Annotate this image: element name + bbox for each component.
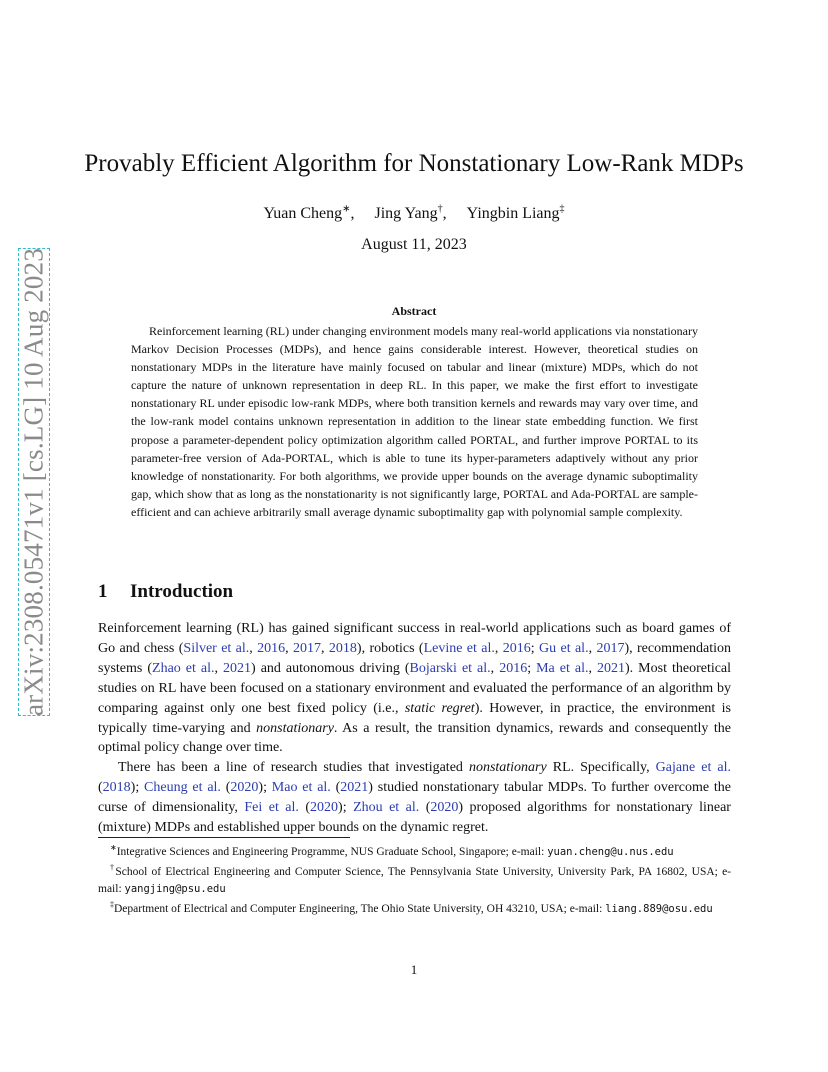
citation-link[interactable]: 2018 (328, 640, 357, 656)
author-email: liang.889@osu.edu (605, 902, 713, 915)
citation-link[interactable]: 2021 (223, 660, 252, 676)
paper-title: Provably Efficient Algorithm for Nonstationary Low-Rank MDPs (84, 150, 744, 177)
citation-link[interactable]: Cheung et al. (144, 780, 221, 796)
citation-link[interactable]: Fei et al. (244, 800, 299, 816)
section-heading (98, 581, 233, 603)
text-run: ); (130, 780, 145, 796)
text-run: ) studied nonstationary tabular MDPs. To further overcome the curse of dimensionality, (98, 780, 731, 816)
page-number: 1 (410, 962, 418, 977)
text-run: ( (330, 780, 341, 796)
text-run: ( (98, 780, 103, 796)
citation-link[interactable]: 2016 (502, 640, 531, 656)
text-run: ( (298, 800, 311, 816)
citation-link[interactable]: Ma et al. (536, 660, 589, 676)
introduction-body (98, 619, 731, 838)
citation-link[interactable]: Zhou et al. (353, 800, 420, 816)
text-run: ), recommendation systems ( (98, 640, 732, 676)
emphasis: static regret (404, 700, 475, 716)
citation-link[interactable]: 2018 (102, 780, 131, 796)
citation-link[interactable]: Mao et al. (271, 780, 331, 796)
text-run: ; (530, 640, 540, 656)
citation-link[interactable]: 2020 (430, 800, 459, 816)
footnote (98, 897, 731, 917)
author-email: yangjing@psu.edu (124, 882, 226, 895)
text-run: There has been a line of research studies that investigated (118, 760, 469, 776)
abstract-heading: Abstract (391, 304, 437, 318)
text-run: , (588, 660, 597, 676)
text-run: , (494, 640, 503, 656)
author (467, 205, 565, 222)
footnote (98, 840, 731, 860)
citation-link[interactable]: Bojarski et al. (409, 660, 491, 676)
author-footnote-mark: ∗ (342, 204, 351, 215)
citation-link[interactable]: Gu et al. (539, 640, 589, 656)
citation-link[interactable]: Zhao et al. (152, 660, 215, 676)
text-run: RL. Specifically, (546, 760, 656, 776)
citation-link[interactable]: Silver et al. (183, 640, 250, 656)
text-run: , (490, 660, 500, 676)
footnote-text: Department of Electrical and Computer Engineering, The Ohio State University, OH 43210, USA; e-mail: (114, 902, 606, 915)
text-run: Reinforcement learning (RL) has gained significant success in real-world applications such as board games of Go and chess ( (98, 621, 731, 656)
emphasis: nonstationary (256, 720, 334, 736)
intro-paragraph-1 (98, 619, 731, 758)
text-run: ) proposed algorithms for nonstationary linear (mixture) MDPs and established upper bounds on the dynamic regret. (98, 800, 731, 836)
footnote-text: Integrative Sciences and Engineering Programme, NUS Graduate School, Singapore; e-mail: (116, 845, 548, 858)
abstract-text: Reinforcement learning (RL) under changing environment models many real-world applications via nonstationary Markov Decision Processes (MDPs), and hence gains considerable interest. However, theoretical studies on nonstationary MDPs in the literature have mainly focused on tabular and linear (mixture) MDPs, which do not capture the nature of unknown representation in deep RL. In this paper, we make the first effort to investigate nonstationary RL under episodic low-rank MDPs, where both transition kernels and rewards may vary over time, and the low-rank model contains unknown representation in addition to the linear state embedding function. We first propose a parameter-dependent policy optimization algorithm called PORTAL, and further improve PORTAL to its parameter-free version of Ada-PORTAL, which is able to tune its hyper-parameters adaptively without any prior knowledge of nonstationarity. For both algorithms, we provide upper bounds on the average dynamic suboptimality gap, which show that as long as the nonstationarity is not significantly large, PORTAL and Ada-PORTAL are sample-efficient and can achieve arbitrarily small average dynamic suboptimality gap with polynomial sample complexity. (131, 324, 698, 519)
text-run: , (285, 640, 294, 656)
footnote-text: School of Electrical Engineering and Computer Science, The Pennsylvania State University, University Park, PA 16802, USA; e-mail: (98, 866, 732, 895)
text-run: ( (419, 800, 431, 816)
citation-link[interactable]: Gajane et al. (655, 760, 732, 776)
author-footnote-mark: ‡ (559, 204, 565, 215)
author: Yuan Cheng∗, (263, 204, 355, 223)
footnote-mark: ∗ (110, 843, 117, 852)
citation-link[interactable]: 2021 (597, 660, 625, 676)
text-run: ; (527, 660, 537, 676)
section-number: 1 (98, 581, 108, 602)
citation-link[interactable]: 2017 (596, 640, 625, 656)
text-run: ); (338, 800, 354, 816)
footnote-divider (98, 837, 350, 838)
citation-link[interactable]: Levine et al. (423, 640, 495, 656)
text-run: ), robotics ( (356, 640, 424, 656)
text-run: ( (220, 780, 231, 796)
author-name: Yingbin Liang (466, 205, 560, 223)
section-title: Introduction (130, 581, 234, 602)
footnote (98, 860, 731, 897)
text-run: ). However, in practice, the environment is typically time-varying and (98, 700, 731, 736)
text-run: , (588, 640, 597, 656)
text-run: , (214, 660, 224, 676)
text-run: , (249, 640, 258, 656)
text-run: . As a result, the transition dynamics, rewards and consequently the optimal policy change over time. (98, 720, 731, 756)
text-run: ) and autonomous driving ( (251, 660, 410, 676)
author-email: yuan.cheng@u.nus.edu (547, 845, 674, 858)
citation-link[interactable]: 2020 (230, 780, 259, 796)
citation-link[interactable]: 2020 (310, 800, 339, 816)
author-name: Jing Yang (374, 205, 438, 223)
intro-paragraph-2 (98, 758, 731, 838)
citation-link[interactable]: 2021 (340, 780, 369, 796)
footnotes (98, 840, 731, 917)
footnote-mark: † (110, 863, 116, 873)
paper-date: August 11, 2023 (361, 236, 467, 253)
emphasis: nonstationary (468, 760, 547, 776)
arxiv-identifier: arXiv:2308.05471v1 [cs.LG] 10 Aug 2023 (18, 247, 49, 717)
author-list (0, 204, 828, 223)
text-run: , (321, 640, 329, 656)
text-run: ); (258, 780, 272, 796)
author: Jing Yang†, (374, 204, 447, 223)
author-footnote-mark: † (437, 204, 443, 215)
text-run: ). Most theoretical studies on RL have been focused on a stationary environment and evaluated the performance of an algorithm by comparing against only one best fixed policy (i.e., (98, 660, 732, 716)
footnote-mark: ‡ (110, 900, 114, 910)
citation-link[interactable]: 2017 (293, 640, 322, 656)
citation-link[interactable]: 2016 (499, 660, 528, 676)
citation-link[interactable]: 2016 (257, 640, 286, 656)
author-name: Yuan Cheng (263, 205, 343, 223)
